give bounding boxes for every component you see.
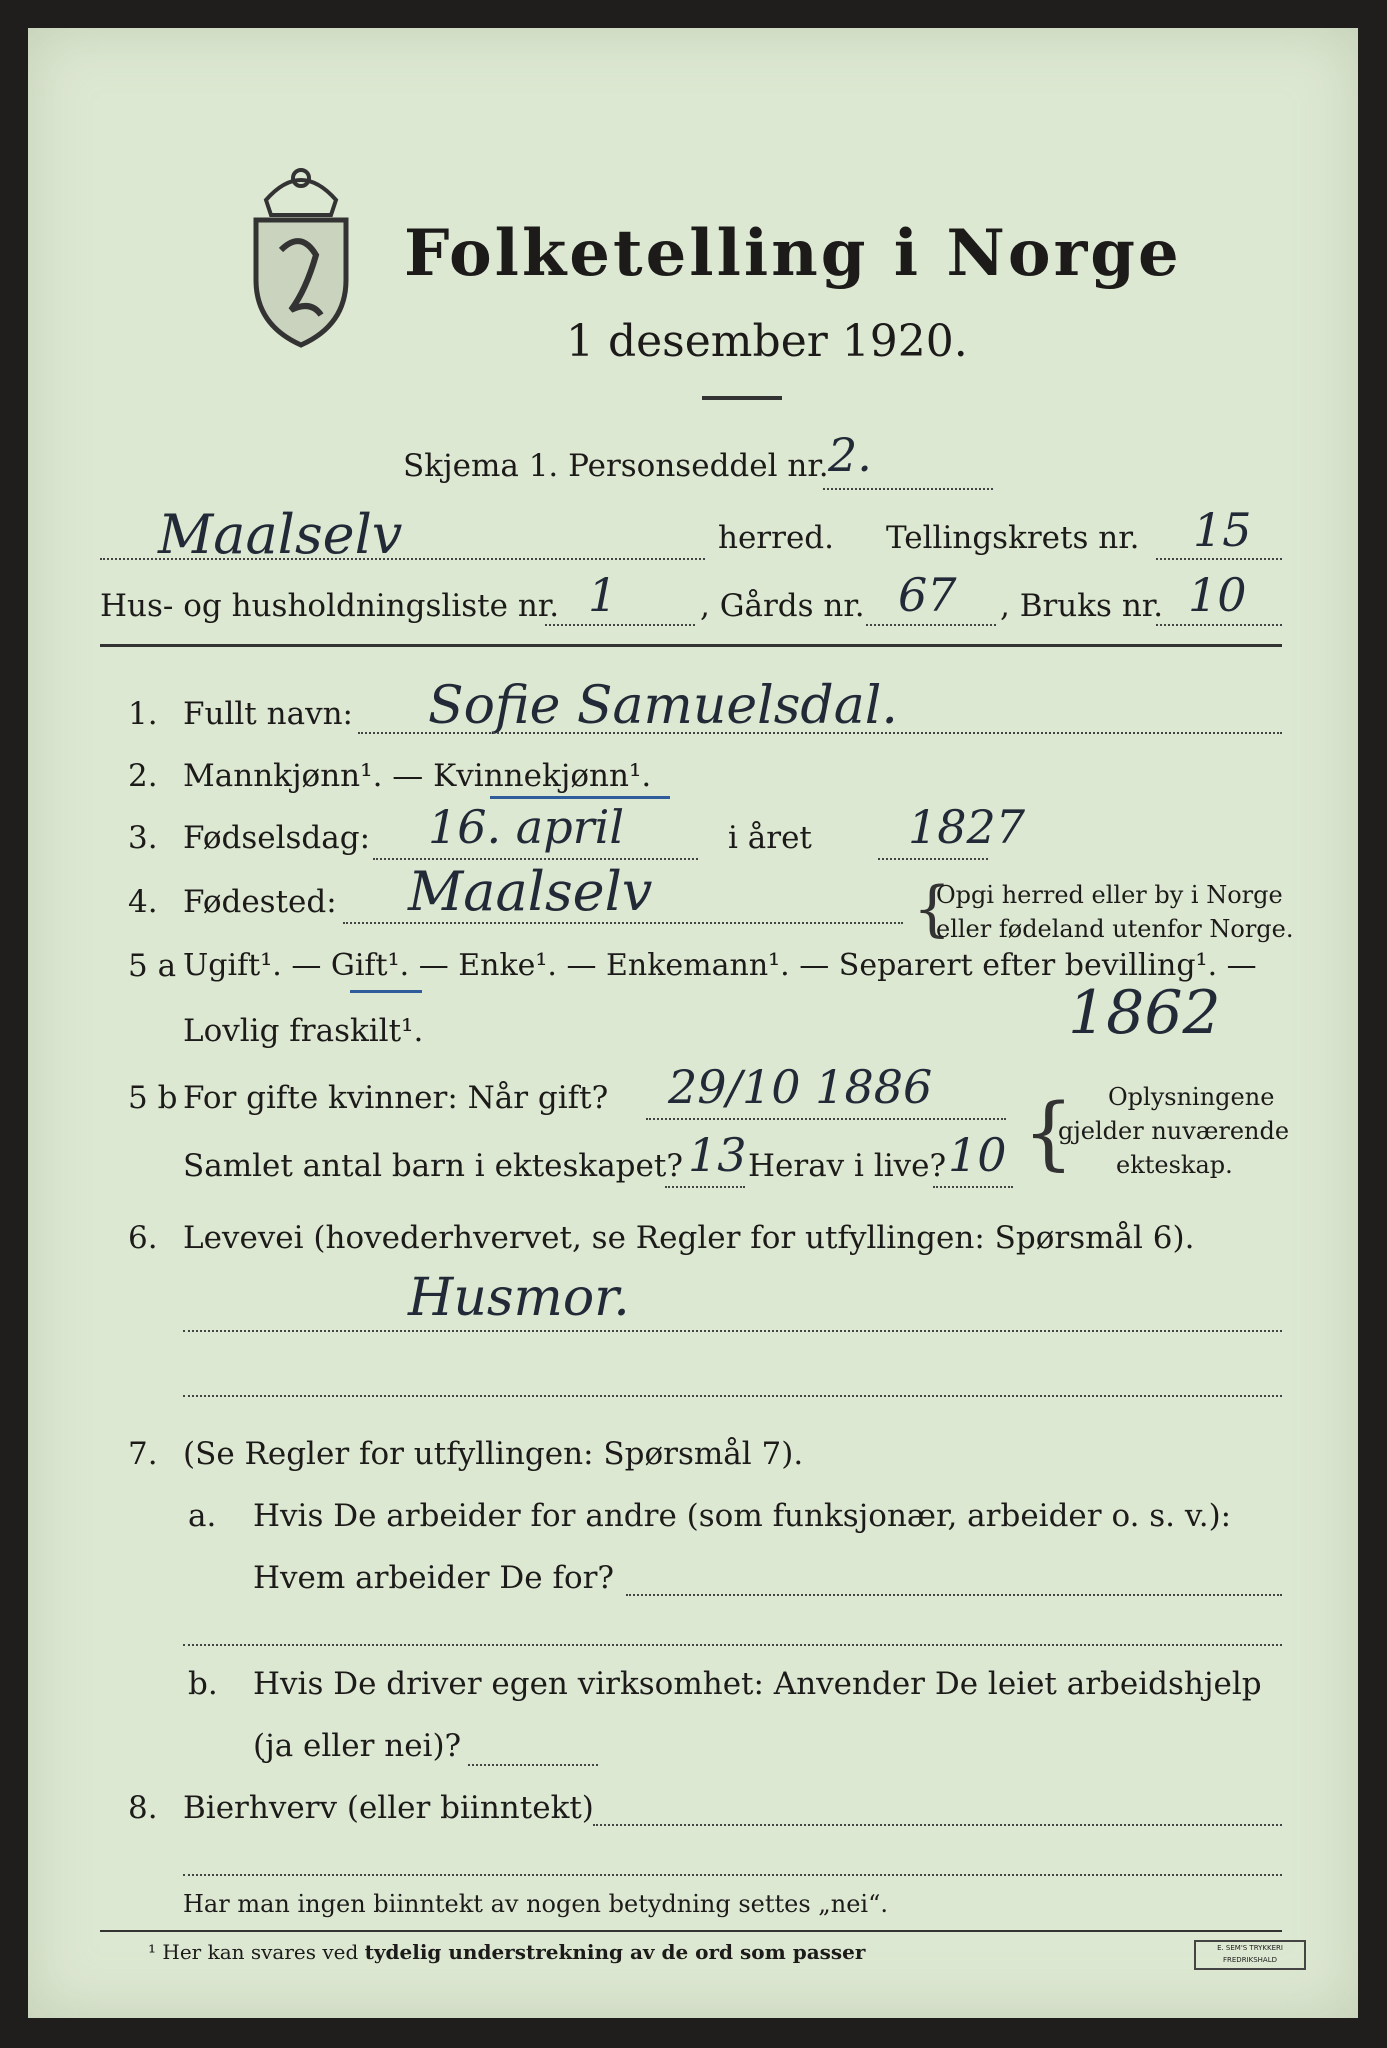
personseddel-line xyxy=(823,488,993,490)
q7b-label-2: (ja eller nei)? xyxy=(253,1728,462,1764)
bruks-nr: 10 xyxy=(1188,568,1247,622)
q6-line-1 xyxy=(183,1330,1282,1332)
herred-line xyxy=(100,558,705,560)
q5b-note-1: Oplysningene xyxy=(1108,1083,1275,1111)
children-alive-value: 10 xyxy=(948,1128,1007,1182)
q5a-label-2: Lovlig fraskilt¹. xyxy=(183,1013,424,1049)
q4-brace: { xyxy=(913,874,952,944)
q5b-note-2: gjelder nuværende xyxy=(1058,1117,1290,1145)
children-count-value: 13 xyxy=(688,1128,747,1182)
q7a-label: Hvis De arbeider for andre (som funksjonær, arbeider o. s. v.): xyxy=(253,1498,1232,1534)
q6-number: 6. xyxy=(128,1220,158,1256)
q8-line-2 xyxy=(183,1874,1282,1876)
q7a-number: a. xyxy=(188,1498,217,1534)
q2-label: Mannkjønn¹. — Kvinnekjønn¹. xyxy=(183,758,652,794)
full-name-value: Sofie Samuelsdal. xyxy=(428,676,898,736)
q3-year-label: i året xyxy=(728,820,812,856)
q5b-number: 5 b xyxy=(128,1080,178,1116)
tellingskrets-line xyxy=(1156,558,1282,560)
hus-label: Hus- og husholdningsliste nr. xyxy=(100,588,560,624)
gards-line xyxy=(866,624,996,626)
skjema-label: Skjema 1. Personseddel nr. xyxy=(403,448,829,484)
hus-nr: 1 xyxy=(588,568,618,622)
norwegian-coat-of-arms-icon xyxy=(246,160,356,350)
q5b-brace: { xyxy=(1023,1086,1074,1179)
q5b-alive-label: Herav i live? xyxy=(748,1148,947,1184)
census-date: 1 desember 1920. xyxy=(566,316,968,367)
q8-note: Har man ingen biinntekt av nogen betydning settes „nei“. xyxy=(183,1890,888,1918)
q8-line-1 xyxy=(593,1824,1282,1826)
footnote xyxy=(148,1940,865,1964)
q7a-line-1 xyxy=(626,1594,1282,1596)
kvinnekjonn-underline xyxy=(490,796,670,799)
q7a-line-2 xyxy=(183,1644,1282,1646)
q3-year-line xyxy=(878,858,988,860)
q1-line xyxy=(358,732,1282,734)
q5a-number: 5 a xyxy=(128,948,177,984)
birth-day-value: 16. april xyxy=(428,800,625,854)
footnote-bold: tydelig understrekning av de ord som passer xyxy=(364,1940,866,1964)
q5a-label: Ugift¹. — Gift¹. — Enke¹. — Enkemann¹. — Separert efter bevilling¹. — xyxy=(183,948,1257,983)
title-divider xyxy=(702,396,782,400)
q8-label: Bierhverv (eller biinntekt) xyxy=(183,1790,594,1826)
census-form-sheet xyxy=(28,28,1358,2018)
q5b-label: For gifte kvinner: Når gift? xyxy=(183,1080,609,1116)
q3-number: 3. xyxy=(128,820,158,856)
birth-year-value: 1827 xyxy=(908,800,1026,854)
q5b-alive-line xyxy=(933,1186,1013,1188)
q6-label: Levevei (hovederhvervet, se Regler for utfyllingen: Spørsmål 6). xyxy=(183,1220,1195,1256)
q7b-number: b. xyxy=(188,1666,218,1702)
footnote-plain: Her kan svares ved xyxy=(162,1940,359,1964)
q7b-line xyxy=(468,1764,598,1766)
q7a-label-2: Hvem arbeider De for? xyxy=(253,1560,615,1596)
q1-number: 1. xyxy=(128,696,158,732)
herred-label: herred. xyxy=(718,520,834,556)
q6-line-2 xyxy=(183,1395,1282,1397)
bruks-label: , Bruks nr. xyxy=(1000,588,1164,624)
q8-number: 8. xyxy=(128,1790,158,1826)
q4-note-1: Opgi herred eller by i Norge xyxy=(936,881,1283,909)
header-rule xyxy=(100,644,1282,647)
personseddel-nr: 2. xyxy=(828,428,872,482)
q5b-children-label: Samlet antal barn i ekteskapet? xyxy=(183,1148,683,1184)
married-date-value: 29/10 1886 xyxy=(668,1060,933,1114)
q7-label: (Se Regler for utfyllingen: Spørsmål 7). xyxy=(183,1436,804,1472)
birthplace-value: Maalselv xyxy=(408,860,653,923)
marriage-year-annotation: 1862 xyxy=(1068,978,1221,1048)
q4-number: 4. xyxy=(128,884,158,920)
q4-line xyxy=(343,922,903,924)
printer-stamp: E. SEM'S TRYKKERI FREDRIKSHALD xyxy=(1194,1940,1306,1970)
q5b-children-line xyxy=(665,1186,745,1188)
q5b-married-line xyxy=(646,1118,1006,1120)
q5b-note-3: ekteskap. xyxy=(1116,1151,1233,1179)
hus-line xyxy=(545,624,695,626)
occupation-value: Husmor. xyxy=(408,1268,630,1328)
bruks-line xyxy=(1156,624,1282,626)
tellingskrets-label: Tellingskrets nr. xyxy=(886,520,1140,556)
q3-label: Fødselsdag: xyxy=(183,820,371,856)
q7-number: 7. xyxy=(128,1436,158,1472)
herred-value: Maalselv xyxy=(158,503,403,566)
footnote-mark: ¹ xyxy=(148,1940,157,1964)
gards-nr: 67 xyxy=(898,568,957,622)
q2-number: 2. xyxy=(128,758,158,794)
q4-label: Fødested: xyxy=(183,884,337,920)
q4-note-2: eller fødeland utenfor Norge. xyxy=(936,915,1294,943)
gards-label: , Gårds nr. xyxy=(700,588,865,624)
form-title: Folketelling i Norge xyxy=(404,216,1182,291)
q1-label: Fullt navn: xyxy=(183,696,353,732)
gift-underline xyxy=(350,990,422,993)
tellingskrets-nr: 15 xyxy=(1193,503,1252,557)
footer-rule xyxy=(100,1930,1282,1932)
q7b-label: Hvis De driver egen virksomhet: Anvender De leiet arbeidshjelp xyxy=(253,1666,1262,1702)
